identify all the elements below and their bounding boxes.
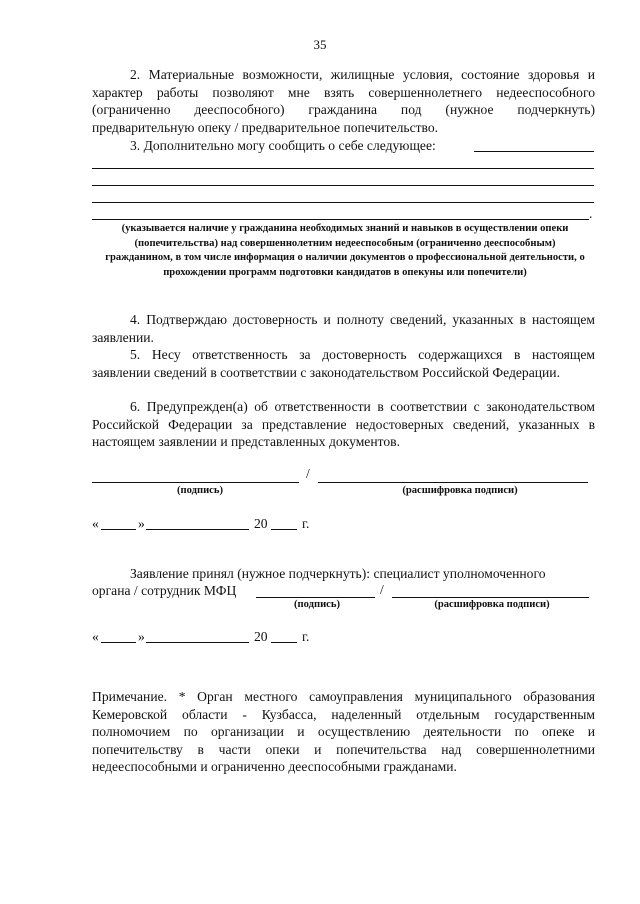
date2-month-line — [146, 642, 249, 643]
signature-decode-line — [318, 482, 588, 483]
date2-year-suffix: г. — [302, 629, 310, 644]
paragraph-3-label: 3. Дополнительно могу сообщить о себе следующее: — [130, 138, 436, 153]
paragraph-5: 5. Несу ответственность за достоверность содержащихся в настоящем заявлении сведений в соответствии с законодательством Российской Федерации. — [92, 347, 595, 380]
signature-label: (подпись) — [176, 485, 224, 496]
accepted-signature-label: (подпись) — [293, 599, 341, 610]
date2-open-quote: « — [92, 629, 99, 644]
date2-day-line — [101, 642, 136, 643]
date-month-line — [146, 529, 249, 530]
date-open-quote: « — [92, 516, 99, 531]
paragraph-6: 6. Предупрежден(а) об ответственности в соответствии с законодательством Российской Федерации за представление недостоверных сведений, указанных в настоящем заявлении и представленных документов. — [92, 399, 595, 449]
fill-line-3e — [92, 219, 589, 220]
paragraph-3-hint: (указывается наличие у гражданина необходимых знаний и навыков в осуществлении опеки (попечительства) над совершеннолетним недееспособным (ограниченно дееспособным) гражданином, в том числе информация о наличии документов о профессиональной деятельности, о прохождении программ подготовки кандидатов в опекуны или попечители) — [105, 223, 585, 278]
date-year-suffix: г. — [302, 516, 310, 531]
signature-line — [92, 482, 299, 483]
date-year-line — [271, 529, 297, 530]
paragraph-2: 2. Материальные возможности, жилищные условия, состояние здоровья и характер работы позволяют мне взять совершеннолетнего недееспособного (ограниченно дееспособного) гражданина под (нужное подчеркнуть) предварительную опеку / предварительное попечительство. — [92, 67, 595, 135]
signature-decode-label: (расшифровка подписи) — [402, 485, 518, 496]
fill-line-3d — [92, 202, 594, 203]
date-close-quote: » — [138, 516, 145, 531]
paragraph-4: 4. Подтверждаю достоверность и полноту сведений, указанных в настоящем заявлении. — [92, 312, 595, 345]
footnote: Примечание. * Орган местного самоуправления муниципального образования Кемеровской области - Кузбасса, наделенный отдельным государственным полномочием по организации и осуществлению деятельности по опеке и попечительству в части опеки и попечительства над совершеннолетними недееспособными и ограниченно дееспособными гражданами. — [92, 689, 595, 774]
accepted-line-2: органа / сотрудник МФЦ — [92, 583, 237, 598]
accepted-slash: / — [380, 582, 384, 597]
date2-close-quote: » — [138, 629, 145, 644]
date-year-prefix: 20 — [254, 516, 268, 531]
date2-year-prefix: 20 — [254, 629, 268, 644]
accepted-line-1: Заявление принял (нужное подчеркнуть): специалист уполномоченного — [130, 566, 546, 581]
date-day-line — [101, 529, 136, 530]
fill-line-3c — [92, 185, 594, 186]
accepted-decode-label: (расшифровка подписи) — [434, 599, 550, 610]
page-number: 35 — [313, 37, 327, 52]
accepted-decode-line — [392, 597, 589, 598]
signature-slash: / — [306, 466, 310, 481]
fill-line-period: . — [589, 206, 593, 221]
fill-line-3a — [474, 151, 594, 152]
date2-year-line — [271, 642, 297, 643]
accepted-signature-line — [256, 597, 375, 598]
fill-line-3b — [92, 168, 594, 169]
